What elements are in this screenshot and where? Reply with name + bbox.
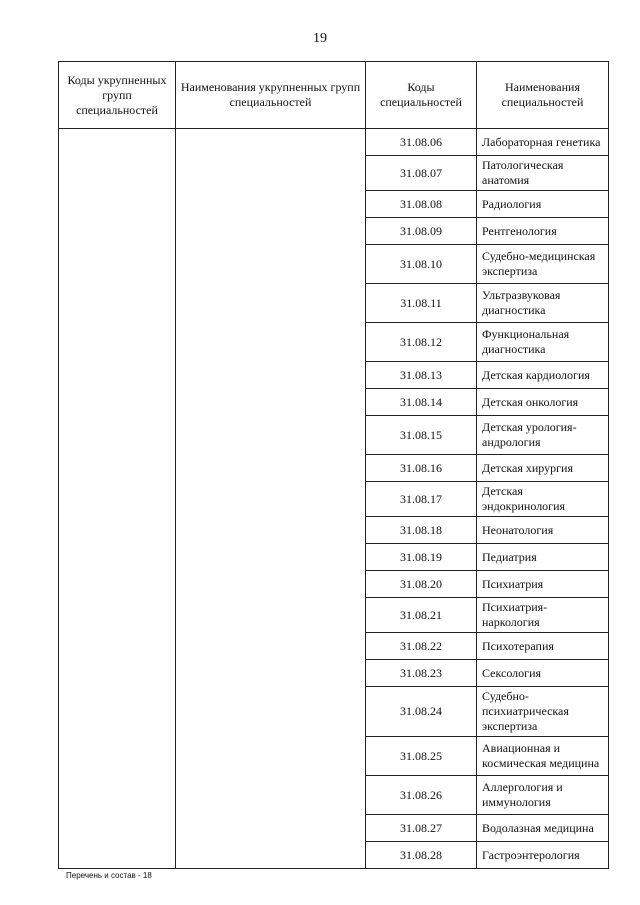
specialty-code: 31.08.27 [366, 815, 477, 842]
specialty-name: Радиология [477, 191, 609, 218]
specialty-name: Рентгенология [477, 218, 609, 245]
specialty-code: 31.08.21 [366, 598, 477, 633]
specialty-code: 31.08.20 [366, 571, 477, 598]
specialty-name: Лабораторная генетика [477, 129, 609, 156]
table-header-row [59, 62, 609, 129]
specialty-name: Психотерапия [477, 633, 609, 660]
specialty-name: Психиатрия-наркология [477, 598, 609, 633]
specialty-name: Детская хирургия [477, 455, 609, 482]
specialty-code: 31.08.23 [366, 660, 477, 687]
specialty-code: 31.08.22 [366, 633, 477, 660]
specialty-name: Детская урология-андрология [477, 416, 609, 455]
blank-group-name-cell [176, 129, 366, 869]
specialty-name: Патологическая анатомия [477, 156, 609, 191]
specialty-code: 31.08.26 [366, 776, 477, 815]
header-specialty-names: Наименования специальностей [477, 62, 609, 129]
specialty-name: Детская онкология [477, 389, 609, 416]
table-row [59, 129, 609, 156]
specialties-table [58, 61, 609, 869]
specialty-name: Психиатрия [477, 571, 609, 598]
specialty-name: Гастроэнтерология [477, 842, 609, 869]
specialty-name: Судебно-медицинская экспертиза [477, 245, 609, 284]
page-number: 19 [313, 31, 327, 46]
specialty-name: Судебно-психиатрическая экспертиза [477, 687, 609, 737]
specialty-code: 31.08.07 [366, 156, 477, 191]
header-group-names: Наименования укрупненных групп специальностей [176, 62, 366, 129]
header-group-codes: Коды укрупненных групп специальностей [59, 62, 176, 129]
specialty-code: 31.08.08 [366, 191, 477, 218]
specialty-code: 31.08.10 [366, 245, 477, 284]
specialty-name: Детская кардиология [477, 362, 609, 389]
specialty-code: 31.08.09 [366, 218, 477, 245]
specialty-code: 31.08.16 [366, 455, 477, 482]
specialty-name: Детская эндокринология [477, 482, 609, 517]
specialty-code: 31.08.17 [366, 482, 477, 517]
specialty-name: Ультразвуковая диагностика [477, 284, 609, 323]
specialty-name: Водолазная медицина [477, 815, 609, 842]
blank-group-code-cell [59, 129, 176, 869]
specialty-name: Аллергология и иммунология [477, 776, 609, 815]
specialty-code: 31.08.14 [366, 389, 477, 416]
specialty-name: Функциональная диагностика [477, 323, 609, 362]
specialty-code: 31.08.15 [366, 416, 477, 455]
specialty-name: Авиационная и космическая медицина [477, 737, 609, 776]
specialty-code: 31.08.25 [366, 737, 477, 776]
specialty-code: 31.08.06 [366, 129, 477, 156]
table-body [59, 129, 609, 869]
specialty-code: 31.08.18 [366, 517, 477, 544]
header-specialty-codes: Коды специальностей [366, 62, 477, 129]
specialty-code: 31.08.28 [366, 842, 477, 869]
specialty-code: 31.08.24 [366, 687, 477, 737]
specialty-name: Сексология [477, 660, 609, 687]
specialty-code: 31.08.13 [366, 362, 477, 389]
specialty-code: 31.08.11 [366, 284, 477, 323]
specialty-code: 31.08.12 [366, 323, 477, 362]
specialty-name: Неонатология [477, 517, 609, 544]
specialty-name: Педиатрия [477, 544, 609, 571]
specialty-code: 31.08.19 [366, 544, 477, 571]
footer-note: Перечень и состав - 18 [66, 871, 152, 880]
